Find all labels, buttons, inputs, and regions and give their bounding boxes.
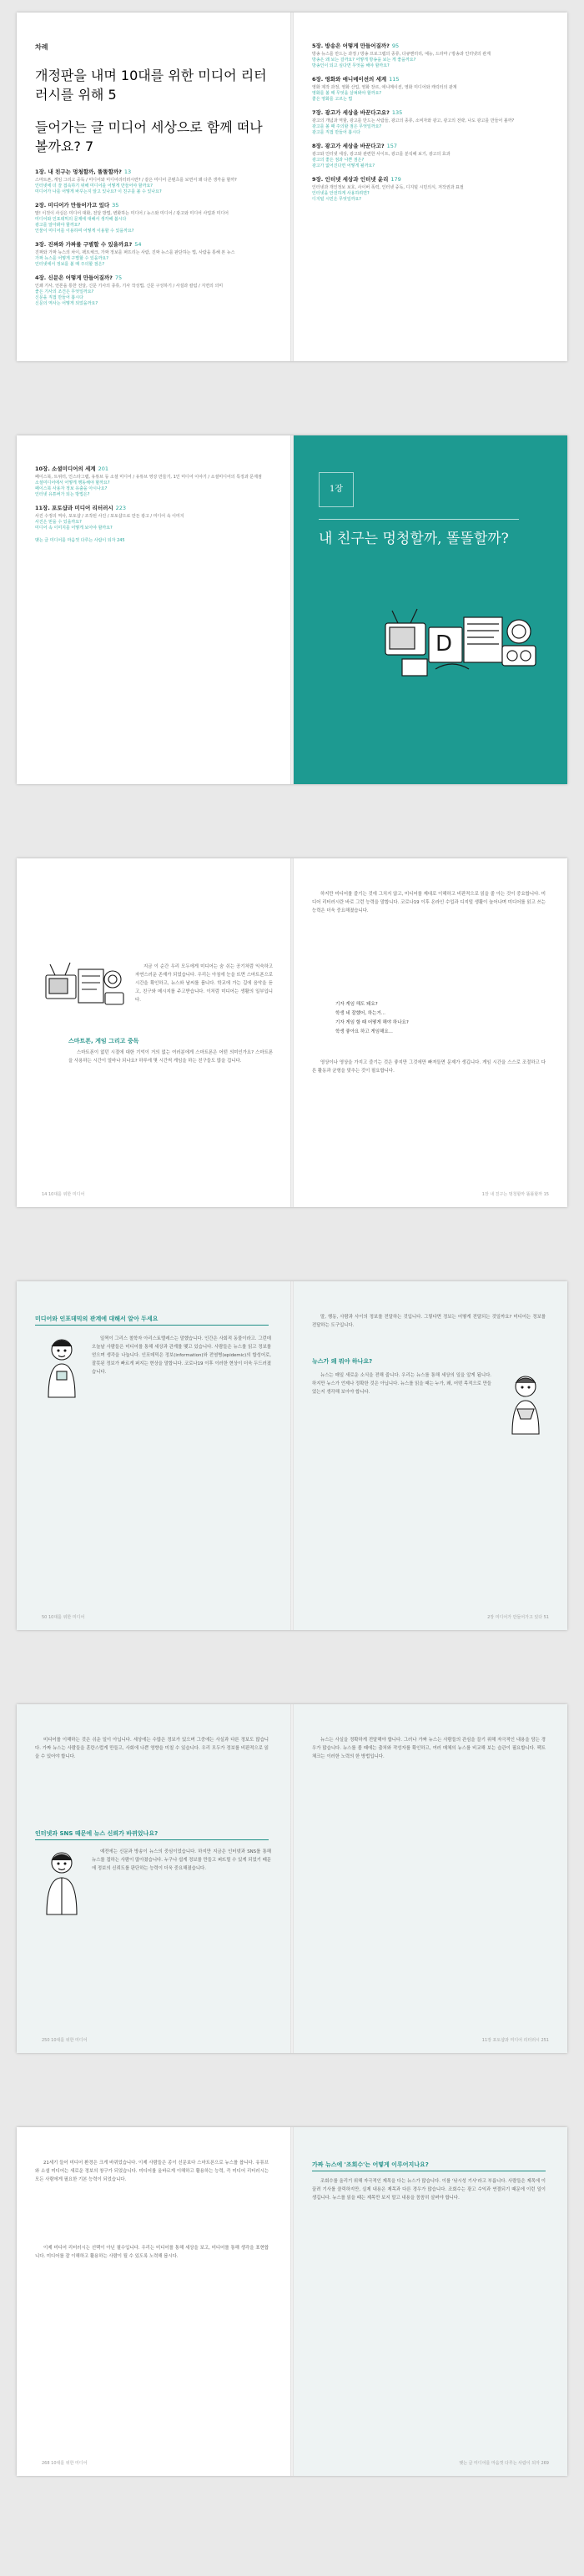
toc-section-title: 9장. 인터넷 세상과 인터넷 윤리 [312,176,389,183]
toc-section-desc: 광고와 인터넷 세상, 광고와 관련한 사이트, 광고를 분석해 보기, 광고의 효과 [312,152,451,157]
toc-section-desc: 사진 수정의 역사, 포토샵 / 조작된 사진 / 포토샵으로 만든 광고 / 미디어 속 이미지 [35,514,184,519]
body-paragraph [92,1848,271,1873]
chapter-opener-page [294,435,567,784]
body-paragraph-text: 스마트폰이 없던 시절에 대한 기억이 거의 없는 여러분에게 스마트폰은 어떤 의미인가요? 스마트폰을 사용하는 시간이 얼마나 되나요? 하루에 몇 시간씩 게임을 하는 친구들도 많을 겁니다. [68,1050,273,1064]
toc-section-desc: 말! 이것이 사실은 미디어 대화, 전달 방법, 변화하는 미디어 / 뉴스와 미디어 / 광고와 미디어 사업과 미디어 [35,211,229,216]
section-heading: 스마트폰, 게임 그리고 중독 [68,1038,139,1044]
page-50 [17,1281,290,1630]
toc-question: 인터넷에서 정보를 볼 때 주의할 점은? [35,262,105,267]
media-collage-illustration [377,594,544,686]
page-folio: 50 10대를 위한 미디어 [42,1615,85,1620]
page-folio: 1장 내 친구는 멍청할까 똘똘할까 15 [481,1192,549,1197]
toc-question: 영화를 볼 때 무엇을 살펴봐야 할까요? [312,91,382,96]
toc-continued [35,465,277,544]
body-paragraph [35,2159,269,2184]
tv-and-devices-illustration [42,954,125,1013]
page-folio: 11장 포토샵과 미디어 리터러시 251 [481,2038,549,2043]
spread-infodemic [17,1281,567,1630]
body-paragraph-text: 미디어를 이해하는 것은 쉬운 일이 아닙니다. 세상에는 수많은 정보가 있으며 그중에는 사실과 다른 정보도 많습니다. 가짜 뉴스는 사람들을 혼란스럽게 만들고, 사회에 나쁜 영향을 미칠 수 있습니다. 우리 모두가 정보를 비판적으로 읽을 수 있어야 합니다. [35,1738,269,1759]
toc-section-title: 11장. 포토샵과 미디어 리터러시 [35,505,113,511]
toc-section[interactable] [312,76,554,103]
toc-question: 신문을 직접 만들어 봅시다 [35,295,83,300]
toc-section[interactable] [35,169,277,195]
body-paragraph [35,2244,269,2261]
heading-underline [35,1839,269,1840]
dialogue-line: 학생 좋아요 하고 게임해요... [335,1029,393,1034]
toc-section-desc: 진짜와 가짜 뉴스의 차이, 팩트체크, 가짜 정보를 퍼뜨리는 사람, 진짜 뉴스를 판단하는 법, 사람을 통해 본 뉴스 [35,250,235,255]
toc-question: 소셜미디어에서 어떻게 행동해야 할까요? [35,480,110,486]
toc-section-title: 2장. 미디어가 만들어가고 있다 [35,202,110,209]
toc-section-title: 6장. 영화와 애니메이션의 세계 [312,76,387,83]
spread-toc [17,13,567,361]
student-illustration [37,1335,87,1401]
toc-intro-line[interactable]: 들어가는 글 미디어 세상으로 함께 떠나 볼까요? 7 [35,119,263,154]
spread-sns-news [17,1704,567,2053]
toc-section[interactable] [312,143,554,169]
toc-page-number: 223 [115,505,127,511]
body-paragraph [35,1736,269,1761]
body-paragraph [312,1059,546,1075]
page-folio: 14 10대를 위한 미디어 [42,1192,85,1197]
toc-question: 미디어 속 이미지를 어떻게 보아야 할까요? [35,526,113,531]
toc-question: 광고를 볼 때 주의할 점은 무엇일까요? [312,124,382,129]
toc-question: 가짜 뉴스를 어떻게 구별할 수 있을까요? [35,256,108,261]
toc-page-number: 13 [123,169,132,175]
toc-closing-line: 맺는 글 미디어를 마음껏 다루는 사람이 되자 245 [35,538,125,543]
chapter-rule [319,519,519,520]
toc-section-title: 7장. 광고가 세상을 바꾼다고요? [312,109,390,116]
toc-section-title: 8장. 광고가 세상을 바꾼다고? [312,143,385,149]
toc-page-number: 135 [391,109,403,116]
body-paragraph [312,1313,546,1330]
body-paragraph-text: 뉴스는 매일 새로운 소식을 전해 줍니다. 우리는 뉴스를 통해 세상의 일을 알게 됩니다. 하지만 뉴스가 언제나 정확한 것은 아닙니다. 뉴스를 읽을 때는 누가, 왜, 어떤 목적으로 만들었는지 생각해 보아야 합니다. [312,1373,491,1395]
toc-section-desc: 인터넷과 개인정보 보호, 사이버 폭력, 인터넷 중독, 디지털 시민의식, 저작권과 표절 [312,185,464,190]
spread-chapter1-intro [17,858,567,1207]
page-14 [17,858,290,1207]
toc-right-page [294,13,567,361]
toc-question: 인터넷을 안전하게 사용하려면? [312,191,370,196]
body-paragraph [312,1371,491,1396]
reporter-illustration [501,1371,551,1438]
section-heading [35,1829,269,1840]
body-paragraph [312,890,546,915]
toc-question: 방송은 왜 보는 걸까요? 어떻게 방송을 보는 게 좋을까요? [312,58,416,63]
toc-question: 방송인이 되고 싶다면 무엇을 해야 할까요? [312,63,390,68]
body-paragraph-text: 하지만 미디어를 즐기는 것에 그치지 않고, 미디어를 제대로 이해하고 비판적으로 읽을 줄 아는 것이 중요합니다. 미디어 리터러시란 바로 그런 능력을 말합니다. 코로나19 이후 온라인 수업과 디지털 생활이 늘어나며 미디어를 읽고 쓰는 능력은 더욱 중요해졌습니다. [312,892,546,913]
chapter-number: 1장 [319,472,354,507]
toc-page-number: 35 [112,202,119,209]
body-paragraph [92,1335,271,1376]
page-269 [294,2127,567,2476]
section-heading [35,1315,269,1326]
toc-section-title: 5장. 방송은 어떻게 만들어질까? [312,43,390,49]
dialogue-line: 학생 네 잘했어, 하는거... [335,1011,386,1016]
toc-intro-line[interactable]: 개정판을 내며 10대를 위한 미디어 리터러시를 위해 5 [35,68,267,103]
toc-question: 광고가 없어진다면 어떻게 될까요? [312,164,375,169]
toc-question: 사진은 믿을 수 있을까요? [35,520,82,525]
toc-question: 미디어가 나를 어떻게 바꾸는지 알고 있나요? 이 친구를 볼 수 있나요? [35,189,162,194]
toc-question: 디지털 시민은 무엇일까요? [312,197,361,202]
toc-section[interactable] [35,274,277,307]
dialogue-line: 기자 게임 해도 돼요? [335,1002,378,1007]
toc-section[interactable] [312,43,554,69]
body-paragraph [312,2177,546,2202]
toc-section-desc: 인쇄 기사, 언론을 통한 전달, 신문 기사의 종류, 기사 작성법, 신문 구성하기 / 사설과 칼럼 / 지면의 의미 [35,284,224,289]
toc-page-number: 75 [114,274,123,281]
toc-section-title: 10장. 소셜미디어의 세계 [35,465,96,472]
toc-question: 페이스북 사용자 정보 유출을 아시나요? [35,486,108,491]
toc-section-desc: 스마트폰, 게임 그리고 중독 / 미디어와 미디어리터러시란? / 같은 미디어 콘텐츠를 보면서 왜 다른 생각을 할까? [35,178,237,183]
section-heading-text: 가짜 뉴스에 '조회수'는 어떻게 이루어지나요? [312,2161,429,2168]
toc-left-page [17,13,290,361]
toc-section[interactable] [35,465,277,498]
page-folio: 268 10대를 위한 미디어 [42,2461,88,2466]
page-250 [17,1704,290,2053]
page-folio: 2장 미디어가 만들어가고 있다 51 [487,1615,549,1620]
toc-section[interactable] [312,176,554,203]
body-paragraph-text: 말, 행동, 사람과 사이의 정보를 전달하는 것입니다. 그렇다면 정보는 어떻게 전달되는 것일까요? 미디어는 정보를 전달하는 도구입니다. [312,1315,546,1328]
toc-question: 광고의 좋은 점과 나쁜 점은? [312,158,365,163]
section-heading-text: 미디어와 인포데믹의 관계에 대해서 알아 두세요 [35,1316,159,1322]
page-268 [17,2127,290,2476]
toc-page-number: 157 [386,143,398,149]
dialogue-line: 기자 게임 할 때 어떻게 해야 하나요? [335,1020,409,1025]
toc-page-number: 54 [134,241,142,248]
body-paragraph-text: 조회수를 올리기 위해 자극적인 제목을 다는 뉴스가 많습니다. 이를 '낚시성 기사'라고 부릅니다. 사람들은 제목에 이끌려 기사를 클릭하지만, 실제 내용은 제목과 다른 경우가 많습니다. 조회수는 광고 수익과 연결되기 때문에 이런 일이 생깁니다. 뉴스를 읽을 때는 제목만 보지 말고 내용을 꼼꼼히 살펴야 합니다. [312,2179,546,2201]
toc-question: 신문의 역사는 어떻게 되었을까요? [35,301,98,306]
toc-section-desc: 방송 뉴스를 만드는 과정 / 방송 프로그램의 종류, 다큐멘터리, 예능, 드라마 / 방송과 인터넷의 관계 [312,52,491,57]
toc-section-desc: 페이스북, 트위터, 인스타그램, 유튜브 등 소셜 미디어 / 유튜브 영상 만들기, 1인 미디어 이야기 / 소셜미디어의 특징과 문제점 [35,475,262,480]
svg-text:D: D [435,631,453,657]
spread-chapter-opener [17,435,567,784]
body-paragraph [312,1736,546,1761]
chapter-panel [294,435,567,784]
intro-paragraph-text: 지금 이 순간 우리 모두에게 미디어는 숨 쉬는 공기처럼 익숙하고 자연스러운 존재가 되었습니다. 우리는 아침에 눈을 뜨면 스마트폰으로 시간을 확인하고, 뉴스와 날씨를 봅니다. 학교에 가는 길에 음악을 듣고, 친구와 메시지를 주고받습니다. 이처럼 미디어는 생활의 일부입니다. [135,964,273,1003]
toc-section[interactable] [35,241,277,268]
chapter-title: 내 친구는 멍청할까, 똘똘할까? [319,531,509,547]
toc-section[interactable] [312,109,554,136]
toc-question: 광고를 직접 만들어 봅시다 [312,130,360,135]
toc-section-title: 3장. 진짜와 가짜를 구별할 수 있을까요? [35,241,133,248]
toc-section-title: 4장. 신문은 어떻게 만들어질까? [35,274,113,281]
toc-section-desc: 광고의 개념과 역할, 광고를 만드는 사람들, 광고의 종류, 소비자와 광고, 광고의 전략, 나도 광고를 만들어 볼까? [312,118,515,123]
body-paragraph-text: 예전에는 신문과 방송이 뉴스의 중심이었습니다. 하지만 지금은 인터넷과 SNS를 통해 뉴스를 접하는 사람이 많아졌습니다. 누구나 쉽게 정보를 만들고 퍼뜨릴 수 있게 되었기 때문에 정보의 신뢰도를 판단하는 능력이 더욱 중요해졌습니다. [92,1849,271,1871]
toc-right [312,43,554,203]
body-paragraph-text: 이제 미디어 리터러시는 선택이 아닌 필수입니다. 우리는 미디어를 통해 세상을 보고, 미디어를 통해 생각을 표현합니다. 미디어를 잘 이해하고 활용하는 사람이 될 수 있도록 노력해 봅시다. [35,2246,269,2259]
page-251 [294,1704,567,2053]
section-heading-text: 인터넷과 SNS 때문에 뉴스 신뢰가 바뀌었나요? [35,1830,159,1837]
body-paragraph-text: 영상이나 영상을 가지고 즐기는 것은 좋지만 그것에만 빠져들면 문제가 생깁니다. 게임 시간을 스스로 조절하고 다른 활동과 균형을 맞추는 것이 필요합니다. [312,1060,546,1074]
toc-label: 차례 [35,43,48,51]
toc-section-title: 1장. 내 친구는 멍청할까, 똘똘할까? [35,169,122,175]
toc-section[interactable] [35,202,277,234]
intro-paragraph [135,963,273,1004]
toc-page-number: 179 [390,176,401,183]
toc-page-number: 115 [389,76,400,83]
toc-page-number: 95 [391,43,400,49]
toc-section-desc: 영화 제작 과정, 영화 산업, 영화 장르, 애니메이션, 영화 미디어와 캐릭터의 관계 [312,85,457,90]
toc-question: 좋은 영화를 고르는 법 [312,97,353,102]
body-paragraph-text: 뉴스는 사실을 정확하게 전달해야 합니다. 그러나 가짜 뉴스는 사람들의 관심을 끌기 위해 자극적인 내용을 담는 경우가 많습니다. 뉴스를 볼 때에는 출처와 작성자를 확인하고, 여러 매체의 뉴스를 비교해 보는 습관이 필요합니다. 팩트체크는 이러한 노력의 한 방법입니다. [312,1738,546,1759]
section-heading: 뉴스가 왜 뭐야 하나요? [312,1358,373,1365]
toc-section[interactable] [35,505,277,531]
page-15 [294,858,567,1207]
toc-question: 인터넷 유튜버가 되는 방법은? [35,492,90,497]
body-paragraph-text: 일찍이 그리스 철학자 아리스토텔레스는 말했습니다. 인간은 사회적 동물이라고. 그런데 오늘날 사람들은 미디어를 통해 세상과 관계를 맺고 있습니다. 사람들은 뉴스를 읽고 정보를 얻으며 생각을 나눕니다. 인포데믹은 정보(information)와 전염병(epidemic)의 합성어로, 잘못된 정보가 빠르게 퍼지는 현상을 말합니다. 코로나19 이후 이러한 현상이 더욱 두드러졌습니다. [92,1336,271,1375]
page-folio: 250 10대를 위한 미디어 [42,2038,88,2043]
toc-question: 인터넷에 더 잘 접속하기 위해 미디어를 어떻게 만들어야 할까요? [35,184,153,189]
heading-underline [35,1325,269,1326]
toc-question: 인물이 미디어를 이용하며 어떻게 이용할 수 있을까요? [35,229,134,234]
section-heading [312,2161,546,2171]
page-folio: 맺는 글 미디어를 마음껏 다루는 사람이 되자 269 [459,2461,549,2466]
body-paragraph-text: 21세기 들어 미디어 환경은 크게 바뀌었습니다. 이제 사람들은 종이 신문보다 스마트폰으로 뉴스를 봅니다. 유튜브와 소셜 미디어는 새로운 정보의 창구가 되었습니다. 미디어를 올바르게 이해하고 활용하는 능력, 즉 미디어 리터러시는 모든 사람에게 필요한 기본 능력이 되었습니다. [35,2161,269,2182]
toc-page-number: 201 [98,465,108,472]
body-paragraph [68,1049,273,1065]
toc-question: 미디어와 인포데믹의 문제에 대해서 생각해 봅시다 [35,217,127,222]
toc-question: 좋은 기사의 조건은 무엇일까요? [35,289,94,294]
spread-clickbait [17,2127,567,2476]
toc-end-page [17,435,290,784]
teacher-illustration [37,1848,87,1919]
toc-closing[interactable] [35,538,277,544]
toc-left [35,43,277,307]
dialogue-list [335,1000,527,1037]
toc-intro [35,65,277,155]
toc-question: 광고를 알아봐야 할까요? [35,223,81,228]
page-51 [294,1281,567,1630]
